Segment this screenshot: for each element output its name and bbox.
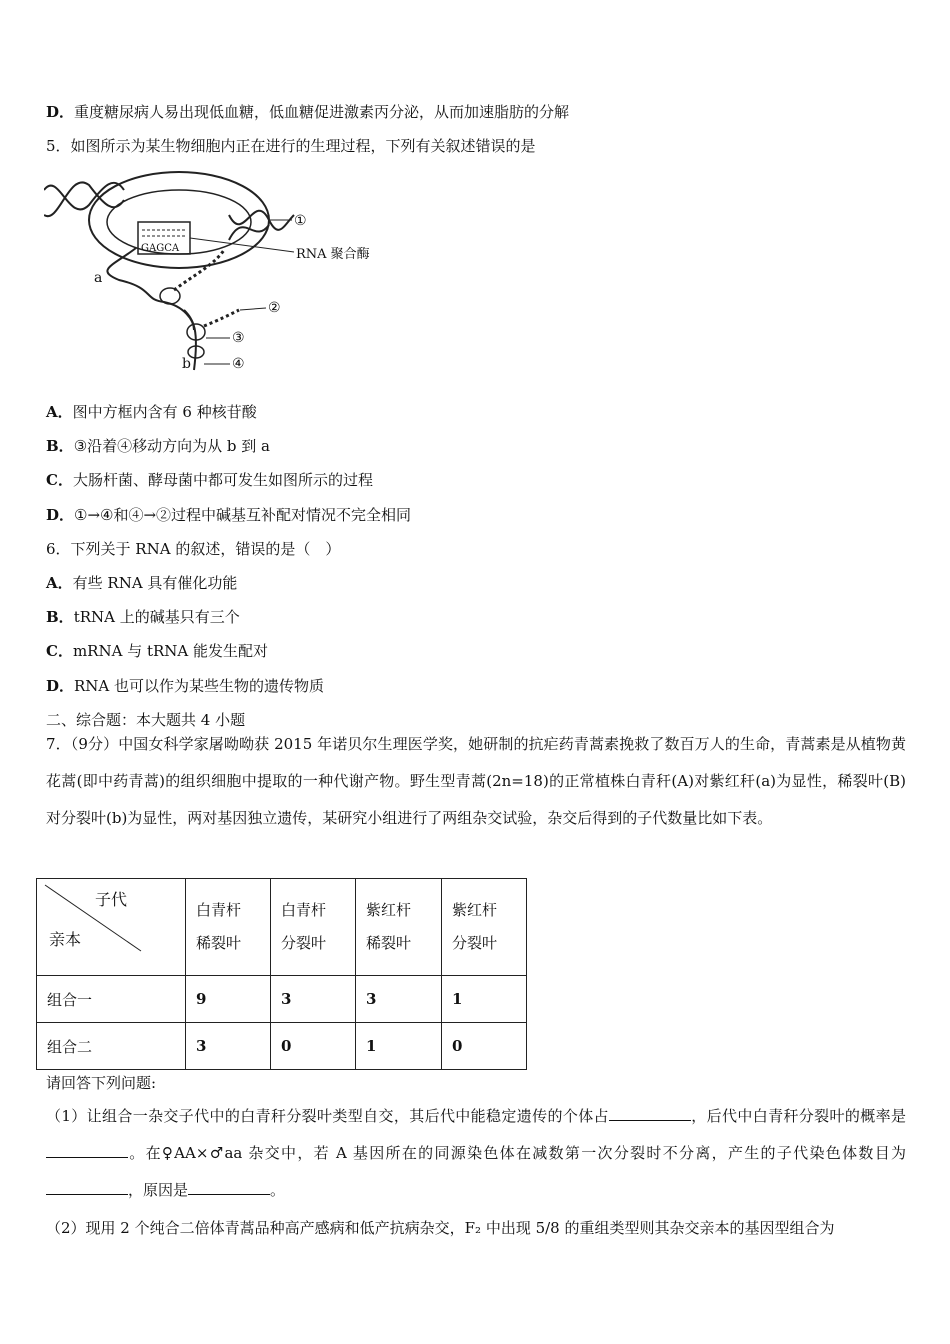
answer-blank[interactable] <box>46 1178 128 1195</box>
q7-sub2: （2）现用 2 个纯合二倍体青蒿品种高产感病和低产抗病杂交，F₂ 中出现 5/8 的重组类型则其杂交亲本的基因型组合为 <box>46 1219 835 1237</box>
polypeptide-chain-2 <box>204 310 239 326</box>
q5-option-c: C．大肠杆菌、酵母菌中都可发生如图所示的过程 <box>46 471 373 489</box>
section-2-title: 二、综合题：本大题共 4 小题 <box>46 711 246 729</box>
column-header: 紫红杆 分裂叶 <box>442 879 527 976</box>
q5-option-b: B．③沿着④移动方向为从 b 到 a <box>46 437 270 455</box>
q6-stem: 6．下列关于 RNA 的叙述，错误的是（ ） <box>46 540 341 558</box>
label-a: a <box>94 270 103 286</box>
table-row <box>37 976 527 1023</box>
q5-stem: 5．如图所示为某生物细胞内正在进行的生理过程，下列有关叙述错误的是 <box>46 137 536 155</box>
q5-option-a: A．图中方框内含有 6 种核苷酸 <box>46 403 257 421</box>
offspring-ratio-table <box>36 878 527 1070</box>
table-cell: 3 <box>356 976 442 1023</box>
mrna-strand <box>107 248 194 330</box>
table-cell: 3 <box>271 976 356 1023</box>
q7-prompt: 请回答下列问题: <box>46 1074 157 1092</box>
corner-parent-label: 亲本 <box>49 930 82 949</box>
label-1: ① <box>294 213 307 229</box>
q7-intro: 7．（9分）中国女科学家屠呦呦获 2015 年诺贝尔生理医学奖，她研制的抗疟药青蒿素挽救了数百万人的生命，青蒿素是从植物黄花蒿(即中药青蒿)的组织细胞中提取的一种代谢产物。野生型青蒿(2n=18)的正常植株白青秆(A)对紫红秆(a)为显性，稀裂叶(B)对分裂叶(b)为显性，两对基因独立遗传，某研究小组进行了两组杂交试验，杂交后得到的子代数量比如下表。 <box>46 735 906 827</box>
label-rna-polymerase: RNA 聚合酶 <box>296 247 370 262</box>
q5-option-d: D．①→④和④→②过程中碱基互补配对情况不完全相同 <box>46 506 412 524</box>
label-b: b <box>182 356 191 372</box>
ribosome-1 <box>160 288 180 304</box>
answer-blank[interactable] <box>188 1178 270 1195</box>
table-cell: 1 <box>442 976 527 1023</box>
table-row <box>37 1023 527 1070</box>
answer-blank[interactable] <box>609 1104 691 1121</box>
table-cell: 0 <box>442 1023 527 1070</box>
row-label: 组合二 <box>37 1023 186 1070</box>
polypeptide-chain-1 <box>174 250 224 290</box>
table-corner-cell <box>37 879 186 976</box>
column-header: 白青杆 分裂叶 <box>271 879 356 976</box>
q6-option-c: C．mRNA 与 tRNA 能发生配对 <box>46 642 269 660</box>
table-cell: 0 <box>271 1023 356 1070</box>
column-header: 白青杆 稀裂叶 <box>186 879 271 976</box>
q7-sub1: （1）让组合一杂交子代中的白青秆分裂叶类型自交，其后代中能稳定遗传的个体占 ，后代中白青秆分裂叶的概率是。在♀AA×♂aa 杂交中，若 A 基因所在的同源染色体在减数第一次分裂时不分离，产生的子代染色体数目为，原因是 。 <box>46 1098 906 1209</box>
q6-option-a: A．有些 RNA 具有催化功能 <box>46 574 238 592</box>
table-cell: 3 <box>186 1023 271 1070</box>
table-cell: 1 <box>356 1023 442 1070</box>
q4-option-d: D．重度糖尿病人易出现低血糖，低血糖促进激素丙分泌，从而加速脂肪的分解 <box>46 103 570 121</box>
corner-offspring-label: 子代 <box>95 890 128 909</box>
q6-option-d: D．RNA 也可以作为某些生物的遗传物质 <box>46 677 325 695</box>
transcription-translation-diagram <box>44 170 404 380</box>
label-4: ④ <box>232 356 245 372</box>
row-label: 组合一 <box>37 976 186 1023</box>
q6-option-b: B．tRNA 上的碱基只有三个 <box>46 608 240 626</box>
column-header: 紫红杆 稀裂叶 <box>356 879 442 976</box>
answer-blank[interactable] <box>46 1141 128 1158</box>
label-2: ② <box>268 300 281 316</box>
label-3: ③ <box>232 330 245 346</box>
dna-strand-1 <box>44 183 124 210</box>
table-cell: 9 <box>186 976 271 1023</box>
label-gagca: GAGCA <box>141 243 180 254</box>
